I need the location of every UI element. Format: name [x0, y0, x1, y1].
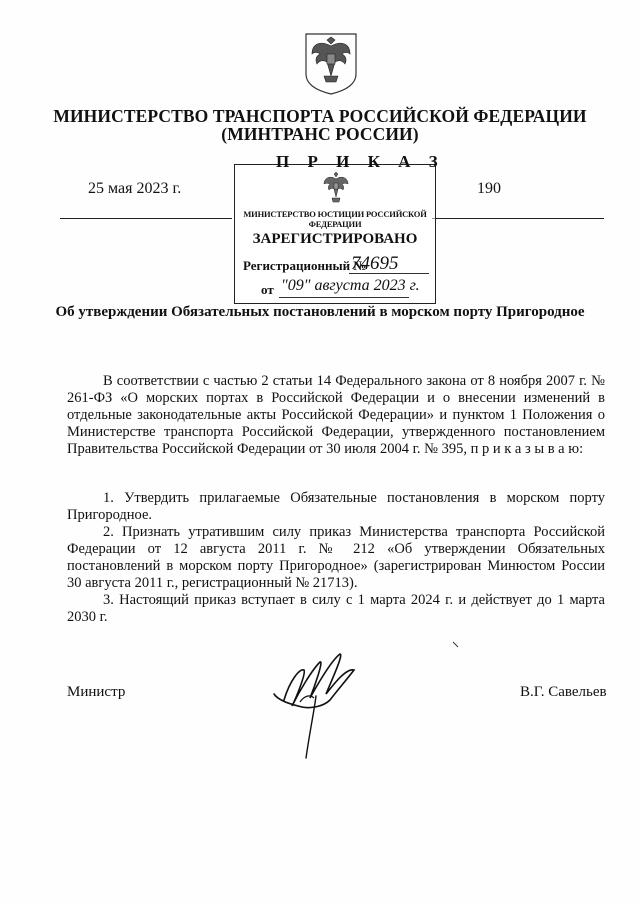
signer-name: В.Г. Савельев: [520, 684, 607, 700]
stamp-coat-of-arms-icon: [321, 171, 351, 205]
order-title: Об утверждении Обязательных постановлений в морском порту Пригородное: [55, 304, 585, 320]
stray-mark: [452, 641, 460, 649]
ministry-name: МИНИСТЕРСТВО ТРАНСПОРТА РОССИЙСКОЙ ФЕДЕРАЦИИ: [53, 106, 587, 126]
order-items: [67, 490, 605, 626]
signature-icon: [270, 640, 370, 765]
preamble-paragraph: В соответствии с частью 2 статьи 14 Федерального закона от 8 ноября 2007 г. № 261-ФЗ «О морских портах в Российской Федерации и о внесении изменений в отдельные законодательные акты Российской Федерации» и пунктом 1 Положения о Министерстве транспорта Российской Федерации, утвержденного постановлением Правительства Российской Федерации от 30 июля 2004 г. № 395, п р и к а з ы в а ю:: [67, 373, 605, 457]
stamp-date-underline: [279, 297, 409, 298]
stamp-reg-label: Регистрационный №: [243, 258, 367, 273]
document-type: П Р И К А З: [276, 152, 445, 171]
order-number: 190: [477, 180, 501, 197]
order-item: 3. Настоящий приказ вступает в силу с 1 марта 2024 г. и действует до 1 марта 2030 г.: [67, 592, 605, 625]
coat-of-arms-icon: [300, 30, 362, 96]
order-date: 25 мая 2023 г.: [88, 180, 182, 197]
signer-position: Министр: [67, 684, 126, 700]
date-underline: [60, 218, 232, 219]
stamp-reg-number: 74695: [351, 253, 399, 274]
stamp-date: "09" августа 2023 г.: [281, 277, 420, 294]
ministry-short-name: (МИНТРАНС РОССИИ): [221, 124, 419, 144]
number-underline: [432, 218, 604, 219]
stamp-status: ЗАРЕГИСТРИРОВАНО: [252, 231, 418, 247]
order-item: 1. Утвердить прилагаемые Обязательные постановления в морском порту Пригородное.: [67, 490, 605, 523]
order-item: 2. Признать утратившим силу приказ Министерства транспорта Российской Федерации от 12 августа 2011 г. № 212 «Об утверждении Обязательных постановлений в морском порту Пригородное» (зарегистрирован Минюстом России 30 августа 2011 г., регистрационный № 21713).: [67, 524, 605, 591]
registration-stamp: [234, 164, 436, 304]
stamp-number-underline: [349, 273, 429, 274]
stamp-date-prefix: от: [261, 282, 274, 297]
stamp-organization: МИНИСТЕРСТВО ЮСТИЦИИ РОССИЙСКОЙ ФЕДЕРАЦИИ: [243, 209, 427, 229]
